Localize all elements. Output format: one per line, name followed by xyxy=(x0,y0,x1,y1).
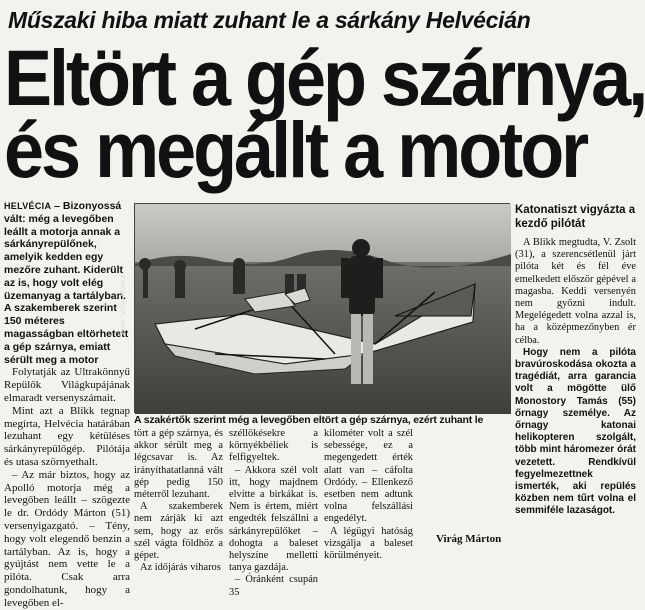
article-body-columns xyxy=(134,428,510,598)
body-paragraph: A szakemberek nem zárják ki azt sem, hogy az erős szél vágta földhöz a gépet. xyxy=(134,501,223,562)
sidebar-paragraph: A Blikk megtudta, V. Zsolt (31), a szerencsétlenül járt pilóta két és fél éve emelkedett először gépével a magasba. Keddi versenyén nem győzni indult. Megelégedett volna azzal is, ha a középmezőnyben ér célba. xyxy=(515,237,636,346)
kicker-headline: Műszaki hiba miatt zuhant le a sárkány Helvécián xyxy=(8,7,531,33)
left-column xyxy=(4,200,130,609)
body-paragraph: Folytatják az Ultrakönnyű Repülők Világkupájának elmaradt versenyszámait. xyxy=(4,366,130,404)
body-paragraph: – Akkora szél volt itt, hogy majdnem elvitte a birkákat is. Nem is értem, miért engedték felszállni a sárkányrepülőket – dohogta a baleset helyszíne melletti tanya gazdája. xyxy=(229,464,318,574)
lead-text: – Bizonyossá vált: még a levegőben leállt a motorja annak a sárkányrepülőnek, amelyik kedden egy mezőre zuhant. Kiderült az is, hogy volt elég üzemanyag a tartályban. A szakemberek szerint 150 méteres magasságban eltörhetett a gép szárnya, emiatt sérült meg a motor xyxy=(4,200,129,366)
body-paragraph: Az időjárás viharos xyxy=(140,562,221,574)
sidebar-text xyxy=(515,237,636,518)
crash-photo xyxy=(134,203,510,413)
left-column-body xyxy=(4,366,130,609)
photo-credit: Fotó: Virág Márton xyxy=(118,273,127,335)
body-paragraph: kilométer volt a szél sebessége, ez a megengedett érték alatt van – cáfolta Ordódy. – Ellenkező esetben nem adtunk volna felszállási engedélyt. xyxy=(324,428,413,525)
headline-line-2: és megállt a motor xyxy=(4,106,587,195)
body-paragraph: széllökésekre a környékbéliek is felfigyeltek. xyxy=(229,428,318,464)
crash-scene-illustration xyxy=(135,204,511,414)
body-paragraph: – Óránként csupán 35 xyxy=(229,574,318,598)
dateline-place: HELVÉCIA xyxy=(4,201,52,211)
article-column-1 xyxy=(134,428,223,574)
article-lead xyxy=(4,200,130,366)
body-paragraph: tört a gép szárnya, és akkor sérült meg a légcsavar is. Az irányíthatatlanná vált gép pedig 150 méterről lezuhant. xyxy=(134,428,223,501)
sidebar-heading: Katonatiszt vigyázta a kezdő pilótát xyxy=(515,204,636,230)
article-column-2 xyxy=(229,428,318,598)
sidebar-box xyxy=(515,203,636,553)
headline-line-1: Eltört a gép szárnya, xyxy=(4,34,645,123)
sidebar-paragraph: Hogy nem a pilóta bravúroskodása okozta a tragédiát, arra garancia volt a mögötte ülő Monostory Tamás (55) őrnagy személye. Az őrnagy katonai helikopteren szolgált, több mint háromezer órát vezetett. Rendkívül fegyelmezettnek ismerték, aki repülés közben nem tűrt volna el semmiféle lazaságot. xyxy=(515,346,636,517)
body-paragraph: – Az már biztos, hogy az Apolló motorja még a levegőben leállt – szögezte le dr. Ordódy Márton (51) versenyigazgató. – Tény, hogy volt elegendő benzin a tartályban. Az is, hogy a gyújtást nem vette le a pilóta. Csak arra gondolhatunk, hogy a levegőben el- xyxy=(4,468,130,609)
body-paragraph: A légügyi hatóság vizsgálja a baleset körülményeit. xyxy=(324,525,413,562)
photo-caption: A szakértők szerint még a levegőben eltört a gép szárnya, ezért zuhant le xyxy=(134,414,484,426)
body-paragraph: Mint azt a Blikk tegnap megírta, Helvécia határában lezuhant egy kétüléses sárkányrepülőgép. Pilótája és utasa szörnyethalt. xyxy=(4,404,130,468)
author-signature: Virág Márton xyxy=(436,533,502,545)
article-column-3 xyxy=(324,428,413,562)
